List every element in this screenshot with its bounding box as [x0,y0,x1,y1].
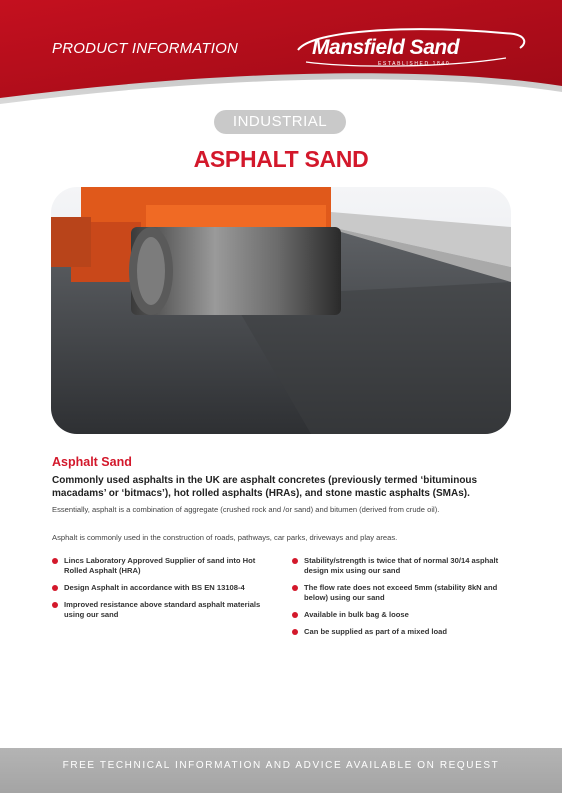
hero-image [51,187,511,434]
bullet-dot-icon [52,558,58,564]
logo-established: ESTABLISHED 1840 [378,61,451,67]
bullet-dot-icon [292,612,298,618]
list-item-text: Available in bulk bag & loose [304,610,409,619]
road-roller-photo-icon [51,187,511,434]
lead-paragraph: Commonly used asphalts in the UK are asphalt concretes (previously termed ‘bituminous macadams’ or ‘bitmacs’), hot rolled asphalts (HRAs), and stone mastic asphalts (SMAs). [52,475,478,499]
section-heading: Asphalt Sand [52,455,132,469]
list-item-text: Lincs Laboratory Approved Supplier of sand into Hot Rolled Asphalt (HRA) [64,556,256,575]
list-item [292,556,507,576]
footer-bar [0,748,562,793]
category-badge: INDUSTRIAL [214,110,346,134]
logo-wordmark: Mansfield Sand [312,36,460,59]
list-item [292,610,507,620]
list-item-text: Stability/strength is twice that of normal 30/14 asphalt design mix using our sand [304,556,499,575]
list-item [52,556,267,576]
bullet-dot-icon [52,602,58,608]
bullet-dot-icon [292,585,298,591]
list-item-text: Can be supplied as part of a mixed load [304,627,448,636]
list-item [52,583,267,593]
page-title: ASPHALT SAND [193,146,369,172]
company-logo[interactable] [292,26,528,72]
list-item-text: Design Asphalt in accordance with BS EN 13108-4 [64,583,245,592]
list-item [292,627,507,637]
feature-list-right [292,556,507,644]
list-item-text: Improved resistance above standard asphalt materials using our sand [64,600,261,619]
feature-list-left [52,556,267,627]
bullet-dot-icon [52,585,58,591]
list-item [292,583,507,603]
list-item [52,600,267,620]
bullet-dot-icon [292,629,298,635]
bullet-dot-icon [292,558,298,564]
body-paragraph: Asphalt is commonly used in the construction of roads, pathways, car parks, driveways and play areas. [52,533,398,542]
footer-text: FREE TECHNICAL INFORMATION AND ADVICE AVAILABLE ON REQUEST [62,760,500,771]
header-title: PRODUCT INFORMATION [52,40,239,57]
body-paragraph: Essentially, asphalt is a combination of aggregate (crushed rock and /or sand) and bitumen (derived from crude oil). [52,505,440,514]
list-item-text: The flow rate does not exceed 5mm (stability 8kN and below) using our sand [304,583,498,602]
header-banner [0,0,562,110]
